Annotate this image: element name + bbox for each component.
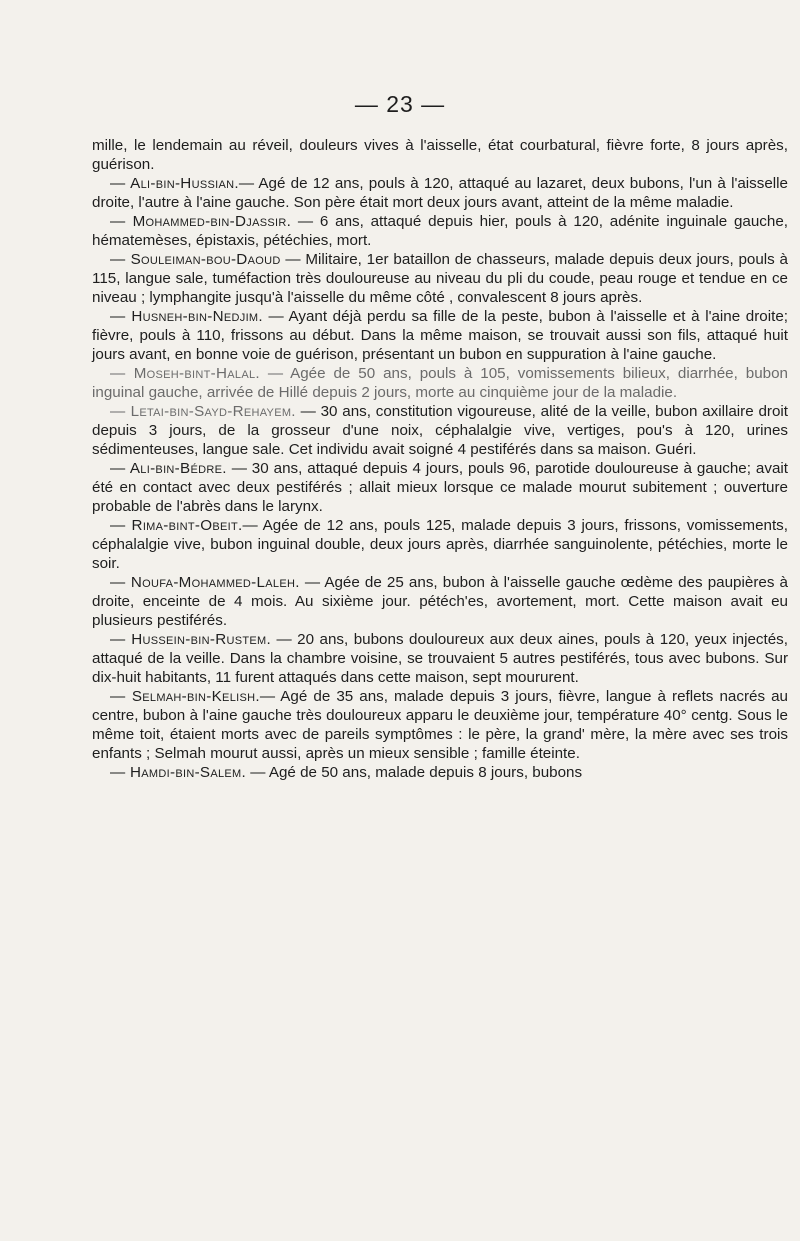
patient-name: — Souleiman-bou-Daoud <box>110 251 281 268</box>
case-text: — Militaire, 1er bataillon de chasseurs, malade depuis deux jours, pouls à 115, langue sale, tuméfaction très douloureuse au niveau du pli du coude, peau rouge et tendue en ce niveau ; lymphangite jusqu'à l'aisselle du même côté , convalescent 8 jours après. <box>92 251 788 306</box>
patient-name: — Hussein-bin-Rustem. <box>110 631 272 648</box>
case-souleiman-bou-daoud <box>92 250 788 307</box>
case-text: — Ayant déjà perdu sa fille de la peste, bubon à l'aisselle et à l'aine droite; fièvre, pouls à 110, frissons au début. Dans la même maison, se trouvait aussi son fils, attaqué huit jours avant, en bonne voie de guérison, présentant un bubon en suppuration à l'aine gauche. <box>92 308 788 363</box>
case-text: — Agée de 50 ans, pouls à 105, vomissements bilieux, diarrhée, bubon inguinal gauche, arrivée de Hillé depuis 2 jours, morte au cinquième jour de la maladie. <box>92 365 788 401</box>
case-ali-bin-bedre <box>92 459 788 516</box>
patient-name: — Ali-bin-Hussian. <box>110 175 239 192</box>
paragraph-continuation <box>92 136 788 174</box>
patient-name: — Letai-bin-Sayd-Rehayem. <box>110 403 296 420</box>
case-husneh-bin-nedjim <box>92 307 788 364</box>
patient-name: — Selmah-bin-Kelish. <box>110 688 260 705</box>
case-letai-bin-sayd-rehayem <box>92 402 788 459</box>
page-number: — 23 — <box>354 91 446 117</box>
patient-name: — Husneh-bin-Nedjim. <box>110 308 263 325</box>
case-mohammed-bin-djassir <box>92 212 788 250</box>
case-text: — Agé de 12 ans, pouls à 120, attaqué au lazaret, deux bubons, l'un à l'aisselle droite, l'autre à l'aine gauche. Son père était mort deux jours avant, atteint de la même maladie. <box>92 175 788 211</box>
case-moseh-bint-halal <box>92 364 788 402</box>
case-text: — Agée de 12 ans, pouls 125, malade depuis 3 jours, frissons, vomissements, céphalalgie vive, bubon inguinal double, deux jours après, diarrhée sanguinolente, pétéchies, morte le soir. <box>92 517 788 572</box>
case-text: — 20 ans, bubons douloureux aux deux aines, pouls à 120, yeux injectés, attaqué de la veille. Dans la chambre voisine, se trouvaient 5 autres pestiférés, tous avec bubons. Sur dix-huit habitants, 11 furent attaqués dans cette maison, sept moururent. <box>92 631 788 686</box>
case-text: — 30 ans, constitution vigoureuse, alité de la veille, bubon axillaire droit depuis 3 jours, de la grosseur d'une noix, céphalalgie vive, vertiges, pou's à 120, urines sédimenteuses, langue sale. Cet individu avait soigné 4 pestiférés dans sa maison. Guéri. <box>92 403 788 458</box>
body-text <box>92 136 788 782</box>
case-selmah-bin-kelish <box>92 687 788 763</box>
case-text: — 30 ans, attaqué depuis 4 jours, pouls 96, parotide douloureuse à gauche; avait été en contact avec deux pestiférés ; allait mieux lorsque ce malade mourut subitement ; ouverture probable de l'abrès dans le larynx. <box>92 460 788 515</box>
patient-name: — Noufa-Mohammed-Laleh. <box>110 574 300 591</box>
case-text: — Agée de 25 ans, bubon à l'aisselle gauche œdème des paupières à droite, enceinte de 4 mois. Au sixième jour. pétéch'es, avortement, mort. Cette maison avait eu plusieurs pestiférés. <box>92 574 788 629</box>
case-rima-bint-obeit <box>92 516 788 573</box>
patient-name: — Ali-bin-Bédre. <box>110 460 227 477</box>
case-noufa-mohammed-laleh <box>92 573 788 630</box>
case-ali-bin-hussian <box>92 174 788 212</box>
case-hamdi-bin-salem <box>92 763 788 782</box>
patient-name: — Mohammed-bin-Djassir. <box>110 213 292 230</box>
case-hussein-bin-rustem <box>92 630 788 687</box>
patient-name: — Moseh-bint-Halal. <box>110 365 260 382</box>
case-text: — Agé de 50 ans, malade depuis 8 jours, bubons <box>250 764 583 781</box>
paragraph-text: mille, le lendemain au réveil, douleurs vives à l'aisselle, état courbatural, fièvre forte, 8 jours après, guérison. <box>92 137 788 173</box>
case-text: — 6 ans, attaqué depuis hier, pouls à 120, adénite inguinale gauche, hématemèses, épistaxis, pétéchies, mort. <box>92 213 788 249</box>
patient-name: — Hamdi-bin-Salem. <box>110 764 247 781</box>
patient-name: — Rima-bint-Obeit. <box>110 517 243 534</box>
case-text: — Agé de 35 ans, malade depuis 3 jours, fièvre, langue à reflets nacrés au centre, bubon à l'aine gauche très douloureux apparu le deuxième jour, température 40° centg. Sous le même toit, étaient morts avec de pareils symptômes : le père, la grand' mère, la mère avec ses trois enfants ; Selmah mourut aussi, après un mieux sensible ; famille éteinte. <box>92 688 788 762</box>
